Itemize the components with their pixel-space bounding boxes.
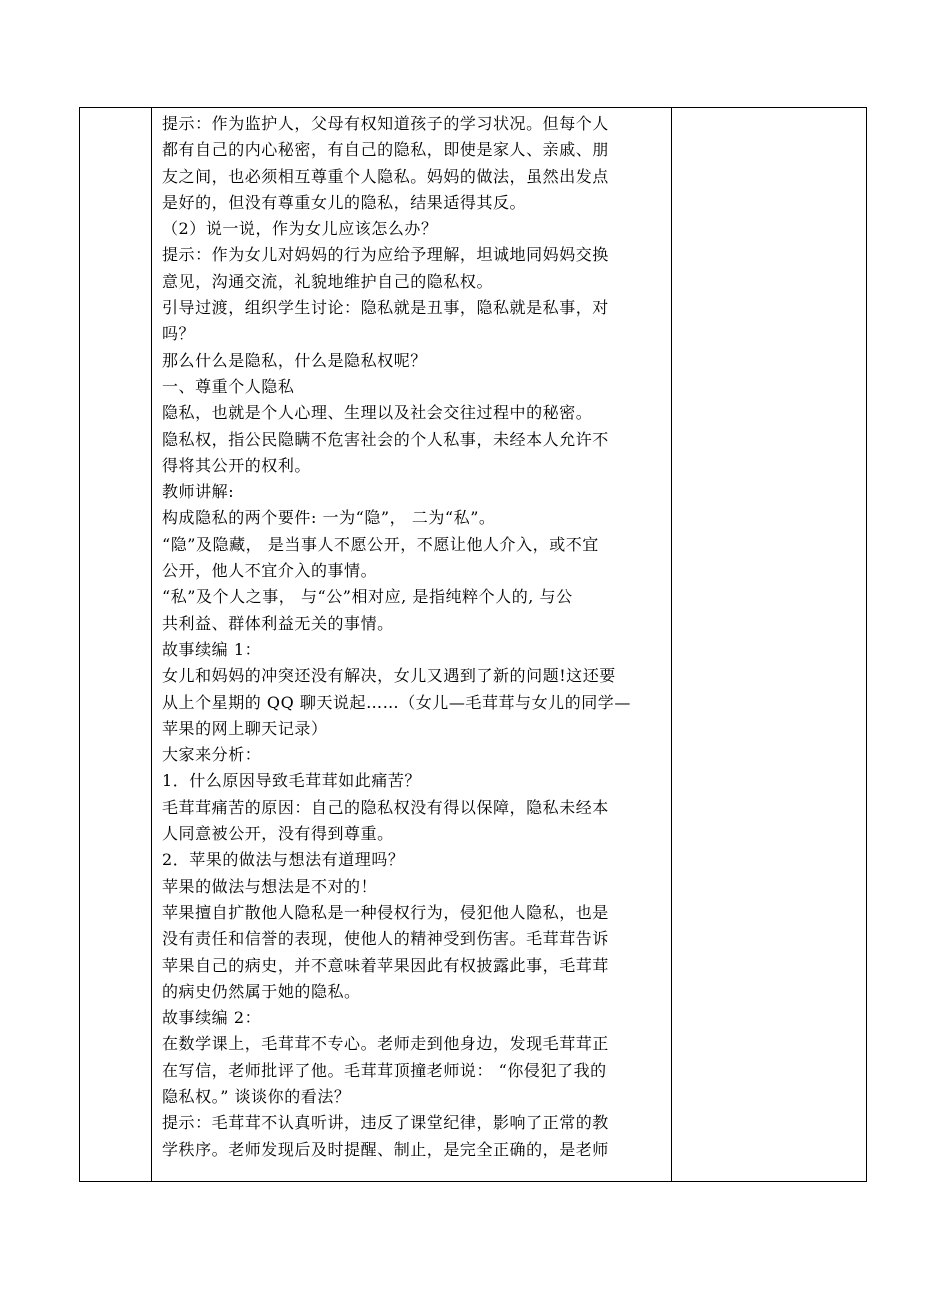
text-line: 从上个星期的 QQ 聊天说起……（女儿—毛茸茸与女儿的同学—	[162, 692, 631, 712]
text-line: 毛茸茸痛苦的原因：自己的隐私权没有得以保障，隐私未经本	[162, 797, 609, 817]
text-line: 公开，他人不宜介入的事情。	[162, 561, 378, 581]
text-line: 故事续编 2：	[162, 1008, 262, 1028]
text-line: 构成隐私的两个要件: 一为“隐”， 二为“私”。	[162, 508, 496, 528]
text-line: 那么什么是隐私，什么是隐私权呢？	[162, 350, 427, 370]
left-column-cell	[80, 108, 152, 1182]
text-line: 隐私权。” 谈谈你的看法？	[162, 1086, 351, 1106]
text-line: 提示：毛茸茸不认真听讲，违反了课堂纪律，影响了正常的教	[162, 1113, 609, 1133]
text-line: 意见，沟通交流，礼貌地维护自己的隐私权。	[162, 271, 494, 291]
text-line: 苹果的做法与想法是不对的！	[162, 876, 378, 896]
text-line: 共利益、群体利益无关的事情。	[162, 613, 394, 633]
lesson-plan-table	[79, 107, 867, 1182]
text-line: 教师讲解:	[162, 482, 235, 502]
text-line: 苹果的网上聊天记录）	[162, 718, 328, 738]
text-line: 友之间，也必须相互尊重个人隐私。妈妈的做法，虽然出发点	[162, 166, 609, 186]
text-line: 一、尊重个人隐私	[162, 376, 295, 396]
text-line: “私”及个人之事， 与“公”相对应, 是指纯粹个人的, 与公	[162, 587, 573, 607]
text-line: 引导过渡，组织学生讨论：隐私就是丑事，隐私就是私事，对	[162, 298, 609, 318]
text-line: 的病史仍然属于她的隐私。	[162, 981, 361, 1001]
table-row	[80, 108, 867, 1182]
text-line: 没有责任和信誉的表现，使他人的精神受到伤害。毛茸茸告诉	[162, 929, 609, 949]
text-line: 都有自己的内心秘密，有自己的隐私，即使是家人、亲戚、朋	[162, 140, 609, 160]
text-line: 吗？	[162, 324, 196, 344]
text-line: “隐”及隐藏， 是当事人不愿公开，不愿让他人介入，或不宜	[162, 534, 599, 554]
text-line: 1．什么原因导致毛茸茸如此痛苦？	[162, 771, 421, 791]
teaching-content-cell	[152, 108, 672, 1182]
text-line: 苹果擅自扩散他人隐私是一种侵权行为，侵犯他人隐私，也是	[162, 902, 609, 922]
text-line: 在写信，老师批评了他。毛茸茸顶撞老师说： “你侵犯了我的	[162, 1060, 607, 1080]
text-line: 提示：作为监护人，父母有权知道孩子的学习状况。但每个人	[162, 114, 609, 133]
text-line: 得将其公开的权利。	[162, 455, 311, 475]
text-line: （2）说一说，作为女儿应该怎么办？	[162, 219, 438, 239]
text-line: 学秩序。老师发现后及时提醒、制止，是完全正确的，是老师	[162, 1139, 609, 1159]
text-line: 苹果自己的病史，并不意味着苹果因此有权披露此事，毛茸茸	[162, 955, 609, 975]
text-line: 隐私权，指公民隐瞒不危害社会的个人私事，未经本人允许不	[162, 429, 609, 449]
text-line: 故事续编 1：	[162, 639, 262, 659]
text-line: 女儿和妈妈的冲突还没有解决，女儿又遇到了新的问题!这还要	[162, 666, 616, 686]
text-line: 大家来分析：	[162, 745, 262, 765]
text-line: 是好的，但没有尊重女儿的隐私，结果适得其反。	[162, 192, 527, 212]
teaching-content	[152, 108, 671, 1163]
text-line: 隐私，也就是个人心理、生理以及社会交往过程中的秘密。	[162, 403, 593, 423]
text-line: 在数学课上，毛茸茸不专心。老师走到他身边，发现毛茸茸正	[162, 1034, 609, 1054]
right-column-cell	[672, 108, 867, 1182]
text-line: 人同意被公开，没有得到尊重。	[162, 824, 394, 844]
text-line: 提示：作为女儿对妈妈的行为应给予理解，坦诚地同妈妈交换	[162, 245, 609, 265]
text-line: 2．苹果的做法与想法有道理吗？	[162, 850, 405, 870]
